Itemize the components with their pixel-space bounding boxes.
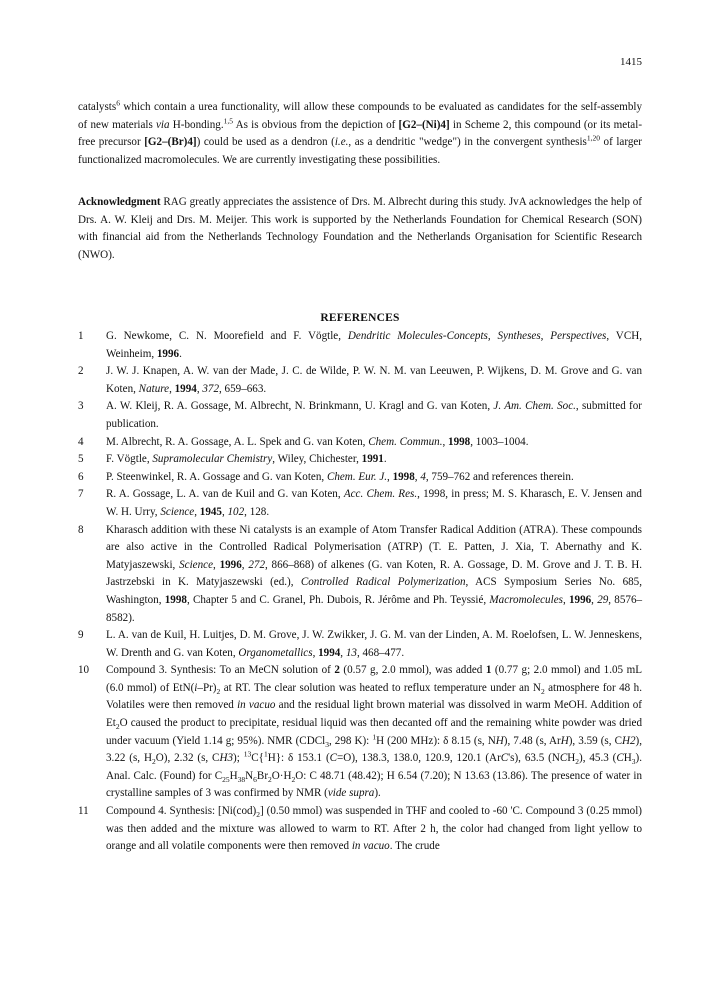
reference-number: 4 [78,435,84,448]
reference-item: 2 J. W. J. Knapen, A. W. van der Made, J. C. de Wilde, P. W. N. M. van Leeuwen, P. Wijkens, D. M. Grove and G. van Koten, Nature, 1994, 372, 659–663. [78,365,642,395]
reference-item: 1 G. Newkome, C. N. Moorefield and F. Vögtle, Dendritic Molecules-Concepts, Syntheses, Perspectives, VCH, Weinheim, 1996. [78,330,643,360]
reference-number: 3 [78,400,84,413]
acknowledgment-paragraph: Acknowledgment RAG greatly appreciates the assistence of Drs. M. Albrecht during this study. JvA acknowledges the help of Drs. A. W. Kleij and Drs. M. Meijer. This work is supported by the Netherlands Foundation for Chemical Research (SON) with financial aid from the Netherlands Technology Foundation and the Netherlands Organisation for Scientific Research (NWO). [78,196,642,261]
reference-number: 2 [78,365,84,378]
reference-item: 4 M. Albrecht, R. A. Gossage, A. L. Spek and G. van Koten, Chem. Commun., 1998, 1003–1004. [78,434,642,452]
reference-item: 7 R. A. Gossage, L. A. van de Kuil and G. van Koten, Acc. Chem. Res., 1998, in press; M. S. Kharasch, E. V. Jensen and W. H. Urry, Science, 1945, 102, 128. [78,488,642,518]
reference-number: 11 [78,805,89,818]
compound-label: [G2–(Br)4] [144,136,197,149]
reference-item: 6 P. Steenwinkel, R. A. Gossage and G. van Koten, Chem. Eur. J., 1998, 4, 759–762 and references therein. [78,469,642,487]
references-list [78,328,642,856]
reference-number: 10 [78,664,90,677]
reference-item: 8 Kharasch addition with these Ni catalysts is an example of Atom Transfer Radical Addition (ATRA). These compounds are also active in the Controlled Radical Polymerisation (ATRP) (T. E. Patten, J. Xia, T. Abernathy and K. Matyjaszewski, Science, 1996, 272, 866–868) of alkenes (G. van Koten, R. A. Gossage, D. M. Grove and J. T. B. H. Jastrzebski in K. Matyjaszewski (ed.), Controlled Radical Polymerization, ACS Symposium Series No. 685, Washington, 1998, Chapter 5 and C. Granel, Ph. Dubois, R. Jérôme and Ph. Teyssié, Macromolecules, 1996, 29, 8576–8582). [78,523,643,624]
reference-number: 1 [78,330,84,342]
acknowledgment-heading: Acknowledgment [78,196,161,208]
body-paragraph: catalysts$^6$ which contain a urea functionality, will allow these compounds to be evaluated as candidates for the self-assembly of new materials via H-bonding.$^{1,5}$ As is obvious from the depiction of [G2–(Ni)4] in Scheme 2, this compound (or its metal-free precursor [G2–(Br)4]) could be used as a dendron (i.e., as a dendritic "wedge") in the convergent synthesis$^{1,20}$ of larger functionalized macromolecules. We are currently investigating these possibilities. [78,98,643,166]
reference-item: 3 A. W. Kleij, R. A. Gossage, M. Albrecht, N. Brinkmann, U. Kragl and G. van Koten, J. Am. Chem. Soc., submitted for publication. [78,400,642,430]
references-heading: REFERENCES [320,312,400,324]
reference-number: 5 [78,453,84,466]
reference-item: 10 Compound 3. Synthesis: To an MeCN solution of 2 (0.57 g, 2.0 mmol), was added 1 (0.77 g; 2.0 mmol) and 1.05 mL (6.0 mmol) of $EtN(i-Pr)_2$ at RT. The clear solution was heated to reflux temperature under an $N_2$ atmosphere for 48 h. Volatiles were then removed in vacuo and the residual light brown material was dissolved in warm MeOH. Addition of $Et_2O$ caused the product to precipitate, residual liquid was then decanted off and the remaining white powder was dried under vacuum (Yield 1.14 g; 95%). NMR (CDCl$_3$, 298 K): $^1$H (200 MHz): δ 8.15 (s, NH), 7.48 (s, ArH), 3.59 (s, CH2), 3.22 (s, $H_2O$), 2.32 (s, CH3); $^{13}$C{$^1$H}: δ 153.1 (C=O), 138.3, 138.0, 120.9, 120.1 (ArC's), 63.5 $(NCH_2)$, 45.3 $(CH_3)$. Anal. Calc. (Found) for $C_{25}H_{38}N_6Br_2O\cdot H_2O$: C 48.71 (48.42); H 6.54 (7.20); N 13.63 (13.86). The presence of water in crystalline samples of 3 was confirmed by NMR (vide supra). [78,664,642,800]
reference-item: 9 L. A. van de Kuil, H. Luitjes, D. M. Grove, J. W. Zwikker, J. G. M. van der Linden, A. M. Roelofsen, L. W. Jenneskens, W. Drenth and G. van Koten, Organometallics, 1994, 13, 468–477. [78,629,642,659]
page-number: 1415 [620,56,642,68]
reference-item: 5 F. Vögtle, Supramolecular Chemistry, Wiley, Chichester, 1991. [78,451,642,469]
reference-item: 11 Compound 4. Synthesis: $[Ni(cod)_2]$ (0.50 mmol) was suspended in THF and cooled to -60 'C. Compound 3 (0.25 mmol) was then added and the mixture was allowed to warm to RT. After 2 h, the color had changed from light yellow to orange and all volatile components were then removed in vacuo. The crude [78,805,642,853]
compound-label: [G2–(Ni)4] [398,118,450,131]
reference-number: 8 [78,523,84,536]
reference-number: 7 [78,488,84,501]
reference-number: 9 [78,629,84,642]
reference-number: 6 [78,470,84,483]
